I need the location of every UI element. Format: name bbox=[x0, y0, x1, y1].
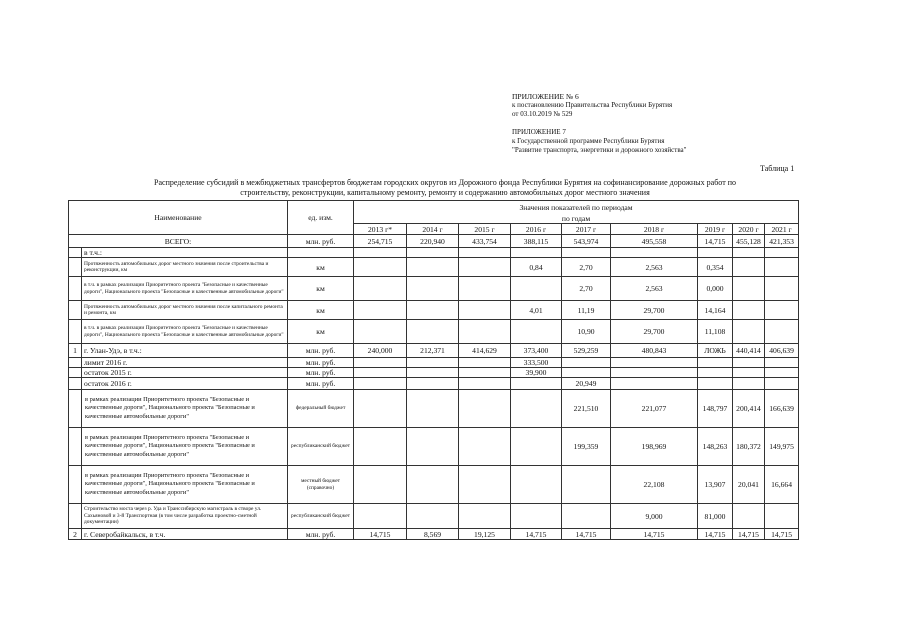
row-index bbox=[69, 390, 82, 428]
value-cell: 455,128 bbox=[733, 235, 765, 248]
value-cell: 0,354 bbox=[698, 258, 733, 277]
value-cell: 16,664 bbox=[765, 466, 799, 504]
row-index bbox=[69, 258, 82, 277]
value-cell bbox=[407, 428, 459, 466]
value-cell bbox=[511, 504, 562, 529]
value-cell: 148,263 bbox=[698, 428, 733, 466]
value-cell: 11,19 bbox=[562, 301, 611, 320]
value-cell: 199,359 bbox=[562, 428, 611, 466]
value-cell bbox=[407, 390, 459, 428]
value-cell bbox=[407, 358, 459, 368]
value-cell: 20,041 bbox=[733, 466, 765, 504]
value-cell: 14,715 bbox=[765, 529, 799, 540]
value-cell: 81,000 bbox=[698, 504, 733, 529]
value-cell: 29,700 bbox=[611, 320, 698, 344]
value-cell: 2,563 bbox=[611, 277, 698, 301]
value-cell: 221,077 bbox=[611, 390, 698, 428]
row-unit: км bbox=[288, 258, 354, 277]
row-unit: млн. руб. bbox=[288, 235, 354, 248]
appendix-7-title: ПРИЛОЖЕНИЕ 7 bbox=[512, 128, 566, 136]
value-cell bbox=[562, 358, 611, 368]
value-cell bbox=[407, 248, 459, 258]
value-cell: 149,975 bbox=[765, 428, 799, 466]
value-cell: 9,000 bbox=[611, 504, 698, 529]
value-cell bbox=[733, 301, 765, 320]
value-cell bbox=[562, 368, 611, 378]
title-line-1: Распределение субсидий в межбюджетных трансфертов бюджетам городских округов из Дорожного фонда Республики Бурятия на софинансирование дорожных работ по bbox=[154, 178, 736, 187]
value-cell: 433,754 bbox=[459, 235, 511, 248]
value-cell: 2,70 bbox=[562, 258, 611, 277]
row-unit: федеральный бюджет bbox=[288, 390, 354, 428]
value-cell: 440,414 bbox=[733, 344, 765, 358]
value-cell: 14,715 bbox=[511, 529, 562, 540]
value-cell: ЛОЖЬ bbox=[698, 344, 733, 358]
row-unit: млн. руб. bbox=[288, 344, 354, 358]
value-cell bbox=[354, 428, 407, 466]
row-name: в т.ч.: bbox=[82, 248, 288, 258]
value-cell: 240,000 bbox=[354, 344, 407, 358]
row-unit: млн. руб. bbox=[288, 529, 354, 540]
row-name: в рамках реализации Приоритетного проекта "Безопасные и качественные дороги", Национального проекта "Безопасные и качественные автомобильные дороги" bbox=[82, 390, 288, 428]
row-unit: местный бюджет (справочно) bbox=[288, 466, 354, 504]
value-cell bbox=[698, 358, 733, 368]
row-index: 1 bbox=[69, 344, 82, 358]
value-cell bbox=[407, 258, 459, 277]
value-cell: 373,400 bbox=[511, 344, 562, 358]
document-title bbox=[75, 178, 815, 198]
row-unit: км bbox=[288, 301, 354, 320]
row-unit: км bbox=[288, 320, 354, 344]
value-cell: 220,940 bbox=[407, 235, 459, 248]
row-name: ВСЕГО: bbox=[69, 235, 288, 248]
value-cell bbox=[354, 258, 407, 277]
value-cell: 148,797 bbox=[698, 390, 733, 428]
value-cell bbox=[698, 248, 733, 258]
appendix-7-ref: к Государственной программе Республики Бурятия bbox=[512, 137, 665, 145]
value-cell bbox=[407, 277, 459, 301]
value-cell bbox=[733, 248, 765, 258]
table-row bbox=[69, 390, 799, 428]
value-cell bbox=[354, 248, 407, 258]
value-cell bbox=[765, 504, 799, 529]
value-cell: 14,715 bbox=[354, 529, 407, 540]
value-cell bbox=[698, 368, 733, 378]
year-header-cell: 2020 г bbox=[733, 224, 765, 235]
value-cell bbox=[354, 301, 407, 320]
value-cell: 19,125 bbox=[459, 529, 511, 540]
table-row bbox=[69, 504, 799, 529]
value-cell bbox=[459, 277, 511, 301]
value-cell bbox=[407, 378, 459, 390]
value-cell bbox=[511, 466, 562, 504]
appendix-6-header bbox=[512, 92, 672, 119]
table-row bbox=[69, 529, 799, 540]
year-header-cell: 2013 г* bbox=[354, 224, 407, 235]
value-cell bbox=[354, 466, 407, 504]
value-cell: 543,974 bbox=[562, 235, 611, 248]
value-cell bbox=[733, 378, 765, 390]
value-cell bbox=[611, 358, 698, 368]
value-cell bbox=[733, 504, 765, 529]
value-cell: 11,108 bbox=[698, 320, 733, 344]
row-unit: млн. руб. bbox=[288, 368, 354, 378]
value-cell: 20,949 bbox=[562, 378, 611, 390]
row-index bbox=[69, 301, 82, 320]
row-name: г. Северобайкальск, в т.ч. bbox=[82, 529, 288, 540]
value-cell bbox=[733, 368, 765, 378]
value-cell bbox=[354, 320, 407, 344]
row-index bbox=[69, 368, 82, 378]
value-cell: 198,969 bbox=[611, 428, 698, 466]
value-cell bbox=[765, 358, 799, 368]
value-cell bbox=[459, 428, 511, 466]
value-cell bbox=[407, 301, 459, 320]
table-number: Таблица 1 bbox=[760, 164, 795, 173]
value-cell bbox=[511, 248, 562, 258]
appendix-6-ref: к постановлению Правительства Республики Бурятия bbox=[512, 101, 673, 109]
value-cell bbox=[354, 277, 407, 301]
value-cell bbox=[511, 320, 562, 344]
value-cell: 529,259 bbox=[562, 344, 611, 358]
year-header-cell: 2018 г bbox=[611, 224, 698, 235]
col-values-subheader: по годам bbox=[354, 214, 799, 224]
table-row bbox=[69, 466, 799, 504]
value-cell bbox=[459, 248, 511, 258]
value-cell bbox=[459, 301, 511, 320]
year-header-cell: 2014 г bbox=[407, 224, 459, 235]
value-cell bbox=[611, 248, 698, 258]
value-cell bbox=[765, 277, 799, 301]
row-unit: млн. руб. bbox=[288, 358, 354, 368]
value-cell: 13,907 bbox=[698, 466, 733, 504]
value-cell bbox=[459, 320, 511, 344]
table-row bbox=[69, 344, 799, 358]
value-cell: 421,353 bbox=[765, 235, 799, 248]
table-row bbox=[69, 358, 799, 368]
row-index bbox=[69, 378, 82, 390]
value-cell: 333,500 bbox=[511, 358, 562, 368]
value-cell: 200,414 bbox=[733, 390, 765, 428]
row-name: в рамках реализации Приоритетного проекта "Безопасные и качественные дороги", Национального проекта "Безопасные и качественные автомобильные дороги" bbox=[82, 466, 288, 504]
value-cell bbox=[733, 277, 765, 301]
year-header-cell: 2016 г bbox=[511, 224, 562, 235]
table-row bbox=[69, 258, 799, 277]
value-cell bbox=[354, 368, 407, 378]
appendix-7-program: "Развитие транспорта, энергетики и дорожного хозяйства" bbox=[512, 146, 687, 154]
value-cell: 221,510 bbox=[562, 390, 611, 428]
row-name: г. Улан-Удэ, в т.ч.: bbox=[82, 344, 288, 358]
value-cell bbox=[407, 368, 459, 378]
value-cell bbox=[407, 504, 459, 529]
value-cell bbox=[407, 466, 459, 504]
row-name: остаток 2015 г. bbox=[82, 368, 288, 378]
value-cell: 14,715 bbox=[611, 529, 698, 540]
year-header-cell: 2019 г bbox=[698, 224, 733, 235]
value-cell bbox=[698, 378, 733, 390]
row-index bbox=[69, 504, 82, 529]
table-row bbox=[69, 248, 799, 258]
value-cell bbox=[459, 390, 511, 428]
table-row bbox=[69, 378, 799, 390]
value-cell bbox=[765, 378, 799, 390]
value-cell: 14,715 bbox=[698, 529, 733, 540]
value-cell bbox=[562, 248, 611, 258]
value-cell bbox=[354, 504, 407, 529]
row-index bbox=[69, 428, 82, 466]
value-cell bbox=[733, 358, 765, 368]
appendix-6-date: от 03.10.2019 № 529 bbox=[512, 110, 573, 118]
value-cell bbox=[459, 368, 511, 378]
year-header-cell: 2017 г bbox=[562, 224, 611, 235]
row-name: в т.ч. в рамках реализации Приоритетного проекта "Безопасные и качественные дороги", Национального проекта "Безопасные и качественные автомобильные дороги" bbox=[82, 277, 288, 301]
value-cell bbox=[765, 258, 799, 277]
value-cell bbox=[765, 301, 799, 320]
table-body bbox=[69, 235, 799, 540]
appendix-6-title: ПРИЛОЖЕНИЕ № 6 bbox=[512, 92, 579, 101]
value-cell: 2,563 bbox=[611, 258, 698, 277]
row-name: Строительство моста через р. Уда и Транссибирскую магистраль в створе ул. Сахьяновой и 3-й Транспортная (в том числе разработка проектно-сметной документации) bbox=[82, 504, 288, 529]
value-cell bbox=[733, 320, 765, 344]
value-cell bbox=[511, 390, 562, 428]
value-cell: 480,843 bbox=[611, 344, 698, 358]
col-name-header: Наименование bbox=[69, 201, 288, 235]
value-cell: 10,90 bbox=[562, 320, 611, 344]
value-cell: 2,70 bbox=[562, 277, 611, 301]
year-header-cell: 2021 г bbox=[765, 224, 799, 235]
value-cell bbox=[459, 258, 511, 277]
row-name: остаток 2016 г. bbox=[82, 378, 288, 390]
value-cell bbox=[765, 320, 799, 344]
value-cell: 166,639 bbox=[765, 390, 799, 428]
row-index: 2 bbox=[69, 529, 82, 540]
value-cell: 388,115 bbox=[511, 235, 562, 248]
value-cell bbox=[354, 378, 407, 390]
row-name: лимит 2016 г. bbox=[82, 358, 288, 368]
table-row bbox=[69, 277, 799, 301]
value-cell bbox=[611, 368, 698, 378]
value-cell bbox=[459, 358, 511, 368]
value-cell bbox=[511, 428, 562, 466]
year-header-cell: 2015 г bbox=[459, 224, 511, 235]
value-cell: 180,372 bbox=[733, 428, 765, 466]
row-index bbox=[69, 466, 82, 504]
col-unit-header: ед. изм. bbox=[288, 201, 354, 235]
table-row bbox=[69, 235, 799, 248]
value-cell: 0,84 bbox=[511, 258, 562, 277]
value-cell: 212,371 bbox=[407, 344, 459, 358]
table-row bbox=[69, 428, 799, 466]
value-cell: 14,164 bbox=[698, 301, 733, 320]
value-cell bbox=[354, 358, 407, 368]
title-line-2: строительству, реконструкции, капитальному ремонту, ремонту и содержанию автомобильных дорог местного значения bbox=[240, 188, 650, 197]
value-cell bbox=[733, 258, 765, 277]
value-cell bbox=[611, 378, 698, 390]
value-cell bbox=[562, 466, 611, 504]
value-cell bbox=[765, 368, 799, 378]
row-index bbox=[69, 248, 82, 258]
value-cell: 29,700 bbox=[611, 301, 698, 320]
row-unit: млн. руб. bbox=[288, 378, 354, 390]
value-cell bbox=[459, 378, 511, 390]
appendix-7-header bbox=[512, 128, 687, 155]
value-cell: 406,639 bbox=[765, 344, 799, 358]
value-cell: 14,715 bbox=[733, 529, 765, 540]
value-cell: 8,569 bbox=[407, 529, 459, 540]
value-cell bbox=[562, 504, 611, 529]
value-cell bbox=[354, 390, 407, 428]
row-unit: республиканский бюджет bbox=[288, 504, 354, 529]
value-cell: 414,629 bbox=[459, 344, 511, 358]
row-name: в т.ч. в рамках реализации Приоритетного проекта "Безопасные и качественные дороги", Национального проекта "Безопасные и качественные автомобильные дороги" bbox=[82, 320, 288, 344]
value-cell: 254,715 bbox=[354, 235, 407, 248]
row-index bbox=[69, 320, 82, 344]
subsidy-table bbox=[68, 200, 799, 540]
table-row bbox=[69, 301, 799, 320]
col-values-header: Значения показателей по периодам bbox=[354, 201, 799, 214]
row-unit: республиканский бюджет bbox=[288, 428, 354, 466]
row-name: Протяженность автомобильных дорог местного значения после капитального ремонта и ремонта, км bbox=[82, 301, 288, 320]
table-row bbox=[69, 368, 799, 378]
table-row bbox=[69, 320, 799, 344]
value-cell: 14,715 bbox=[562, 529, 611, 540]
value-cell bbox=[511, 378, 562, 390]
value-cell bbox=[511, 277, 562, 301]
value-cell bbox=[459, 466, 511, 504]
row-name: Протяженность автомобильных дорог местного значения после строительства и реконструкции, км bbox=[82, 258, 288, 277]
value-cell: 495,558 bbox=[611, 235, 698, 248]
value-cell bbox=[459, 504, 511, 529]
value-cell bbox=[407, 320, 459, 344]
row-index bbox=[69, 277, 82, 301]
value-cell: 4,01 bbox=[511, 301, 562, 320]
value-cell bbox=[765, 248, 799, 258]
row-name: в рамках реализации Приоритетного проекта "Безопасные и качественные дороги", Национального проекта "Безопасные и качественные автомобильные дороги" bbox=[82, 428, 288, 466]
value-cell: 39,900 bbox=[511, 368, 562, 378]
row-unit bbox=[288, 248, 354, 258]
value-cell: 22,108 bbox=[611, 466, 698, 504]
row-index bbox=[69, 358, 82, 368]
value-cell: 0,000 bbox=[698, 277, 733, 301]
row-unit: км bbox=[288, 277, 354, 301]
value-cell: 14,715 bbox=[698, 235, 733, 248]
